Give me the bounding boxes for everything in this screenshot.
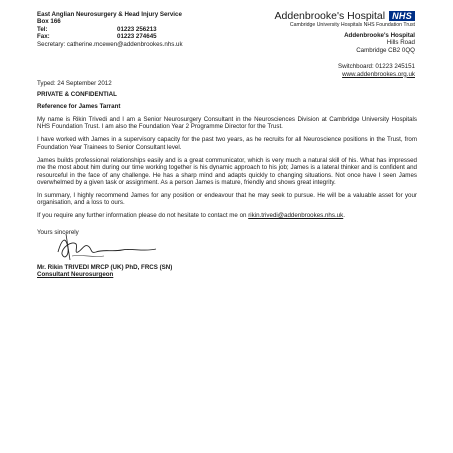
classification-label: PRIVATE & CONFIDENTIAL: [37, 91, 117, 98]
box-number: Box 166: [37, 18, 61, 26]
typed-date: Typed: 24 September 2012: [37, 80, 112, 87]
letter-body: [37, 116, 417, 225]
hospital-address: [275, 32, 415, 54]
sender-block: [37, 11, 183, 48]
paragraph: I have worked with James in a supervisory capacity for the past two years, as he recruits for all Neuroscience positions in the Trust, from Foundation Year Trainees to Senior Consultant level.: [37, 136, 417, 151]
hospital-name: Addenbrooke's Hospital: [274, 10, 386, 22]
address-road: Hills Road: [386, 39, 415, 47]
signature-block: [37, 264, 172, 279]
switchboard-number: Switchboard: 01223 245151: [337, 63, 415, 71]
nhs-logo: NHS: [389, 11, 415, 21]
paragraph: My name is Rikin Trivedi and I am a Senior Neurosurgery Consultant in the Neurosciences Division at Cambridge University Hospitals NHS Foundation Trust. I am also the Foundation Year 2 Programme Director for the Trust.: [37, 116, 417, 131]
fax-value: 01223 274645: [117, 33, 157, 41]
contact-email-link[interactable]: rikin.trivedi@addenbrookes.nhs.uk: [248, 212, 344, 220]
hospital-block: [275, 10, 415, 78]
department-name: East Anglian Neurosurgery & Head Injury Service: [37, 11, 182, 18]
letter-subject: Reference for James Tarrant: [37, 103, 121, 110]
address-city: Cambridge CB2 0QQ: [356, 46, 415, 54]
tel-row: [37, 26, 183, 33]
fax-row: [37, 33, 183, 40]
signer-title: Consultant Neurosurgeon: [37, 271, 114, 279]
signer-name: Mr. Rikin TRIVEDI MRCP (UK) PhD, FRCS (SN): [37, 264, 173, 271]
paragraph: James builds professional relationships easily and is a great communicator, which is very much a natural skill of his. What has impressed me the most about him during our time working together is his dynamic approach to his job; James is a lateral thinker and is confident and resourceful in the face of any challenge. He has a sharp mind and adapts quickly to changing situations. Not once have I seen James overwhelmed by a given task or assignment. As a person James is mature, friendly and shows great integrity.: [37, 156, 417, 187]
trust-name: Cambridge University Hospitals NHS Foundation Trust: [289, 22, 415, 28]
hospital-header: [275, 10, 415, 22]
contact-prefix: If you require any further information please do not hesitate to contact me on: [37, 212, 249, 220]
contact-paragraph: [37, 212, 417, 219]
secretary-line: Secretary: catherine.mcewen@addenbrookes.nhs.uk: [37, 40, 183, 48]
paragraph: In summary, I highly recommend James for any position or endeavour that he may seek to pursue. He will be a valuable asset for your organisation, and a loss to ours.: [37, 192, 417, 207]
fax-label: Fax:: [37, 33, 50, 41]
hospital-website-link[interactable]: www.addenbrookes.org.uk: [342, 70, 415, 78]
closing-salutation: Yours sincerely: [37, 229, 79, 236]
tel-label: Tel:: [37, 25, 48, 33]
tel-value: 01223 256213: [117, 25, 157, 33]
contact-suffix: .: [343, 212, 345, 220]
handwritten-signature: [52, 230, 162, 264]
address-hospital: Addenbrooke's Hospital: [344, 32, 415, 39]
